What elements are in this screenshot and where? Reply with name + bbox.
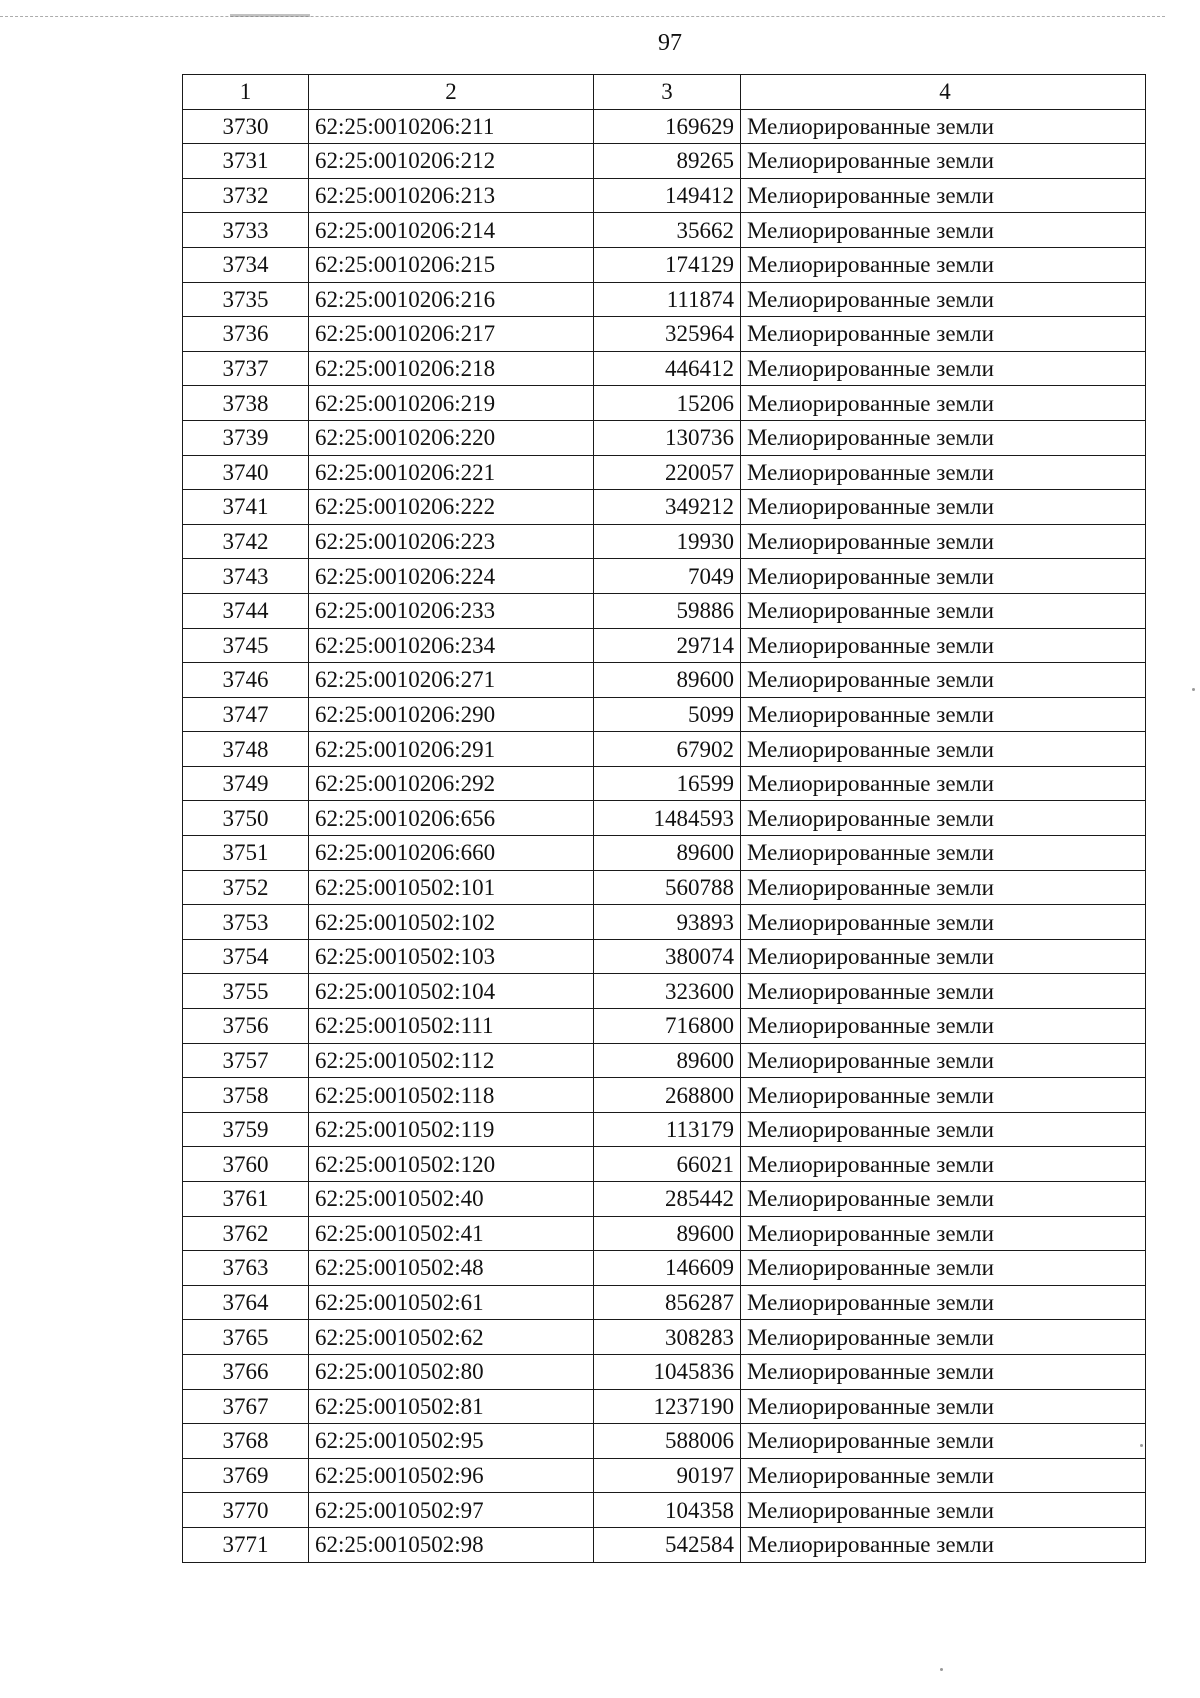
column-header-1: 1 xyxy=(183,75,309,110)
land-category-cell: Мелиорированные земли xyxy=(741,1458,1146,1493)
table-row xyxy=(183,1493,1146,1528)
land-category-cell: Мелиорированные земли xyxy=(741,490,1146,525)
land-category-cell: Мелиорированные земли xyxy=(741,905,1146,940)
row-number-cell: 3767 xyxy=(183,1389,309,1424)
land-category-cell: Мелиорированные земли xyxy=(741,1527,1146,1562)
row-number-cell: 3748 xyxy=(183,732,309,767)
area-cell: 323600 xyxy=(594,974,741,1009)
land-category-cell: Мелиорированные земли xyxy=(741,420,1146,455)
land-category-cell: Мелиорированные земли xyxy=(741,247,1146,282)
area-cell: 285442 xyxy=(594,1182,741,1217)
cadastral-number-cell: 62:25:0010502:112 xyxy=(309,1043,594,1078)
row-number-cell: 3757 xyxy=(183,1043,309,1078)
land-category-cell: Мелиорированные земли xyxy=(741,1320,1146,1355)
row-number-cell: 3731 xyxy=(183,144,309,179)
land-category-cell: Мелиорированные земли xyxy=(741,1043,1146,1078)
row-number-cell: 3749 xyxy=(183,766,309,801)
cadastral-number-cell: 62:25:0010206:212 xyxy=(309,144,594,179)
land-category-cell: Мелиорированные земли xyxy=(741,593,1146,628)
table-row xyxy=(183,801,1146,836)
row-number-cell: 3755 xyxy=(183,974,309,1009)
row-number-cell: 3758 xyxy=(183,1078,309,1113)
land-category-cell: Мелиорированные земли xyxy=(741,870,1146,905)
cadastral-number-cell: 62:25:0010206:220 xyxy=(309,420,594,455)
row-number-cell: 3737 xyxy=(183,351,309,386)
cadastral-number-cell: 62:25:0010502:97 xyxy=(309,1493,594,1528)
cadastral-number-cell: 62:25:0010502:48 xyxy=(309,1251,594,1286)
cadastral-number-cell: 62:25:0010206:291 xyxy=(309,732,594,767)
cadastral-number-cell: 62:25:0010206:215 xyxy=(309,247,594,282)
column-header-3: 3 xyxy=(594,75,741,110)
row-number-cell: 3770 xyxy=(183,1493,309,1528)
row-number-cell: 3738 xyxy=(183,386,309,421)
row-number-cell: 3742 xyxy=(183,524,309,559)
row-number-cell: 3768 xyxy=(183,1424,309,1459)
area-cell: 104358 xyxy=(594,1493,741,1528)
cadastral-number-cell: 62:25:0010206:223 xyxy=(309,524,594,559)
land-category-cell: Мелиорированные земли xyxy=(741,351,1146,386)
land-category-cell: Мелиорированные земли xyxy=(741,697,1146,732)
table-row xyxy=(183,1147,1146,1182)
cadastral-number-cell: 62:25:0010502:80 xyxy=(309,1354,594,1389)
area-cell: 446412 xyxy=(594,351,741,386)
header-row xyxy=(183,75,1146,110)
table-header xyxy=(183,75,1146,110)
cadastral-number-cell: 62:25:0010206:656 xyxy=(309,801,594,836)
row-number-cell: 3765 xyxy=(183,1320,309,1355)
land-category-cell: Мелиорированные земли xyxy=(741,974,1146,1009)
area-cell: 113179 xyxy=(594,1112,741,1147)
cadastral-number-cell: 62:25:0010206:234 xyxy=(309,628,594,663)
row-number-cell: 3746 xyxy=(183,663,309,698)
land-category-cell: Мелиорированные земли xyxy=(741,1493,1146,1528)
table-row xyxy=(183,1251,1146,1286)
land-category-cell: Мелиорированные земли xyxy=(741,144,1146,179)
area-cell: 93893 xyxy=(594,905,741,940)
cadastral-number-cell: 62:25:0010206:292 xyxy=(309,766,594,801)
land-category-cell: Мелиорированные земли xyxy=(741,801,1146,836)
area-cell: 89600 xyxy=(594,1043,741,1078)
cadastral-number-cell: 62:25:0010206:217 xyxy=(309,317,594,352)
area-cell: 380074 xyxy=(594,939,741,974)
land-category-cell: Мелиорированные земли xyxy=(741,1112,1146,1147)
table-row xyxy=(183,524,1146,559)
cadastral-number-cell: 62:25:0010502:81 xyxy=(309,1389,594,1424)
table-row xyxy=(183,1182,1146,1217)
area-cell: 588006 xyxy=(594,1424,741,1459)
land-register-table xyxy=(182,74,1146,1563)
area-cell: 1045836 xyxy=(594,1354,741,1389)
row-number-cell: 3745 xyxy=(183,628,309,663)
cadastral-number-cell: 62:25:0010206:221 xyxy=(309,455,594,490)
table-row xyxy=(183,870,1146,905)
column-header-2: 2 xyxy=(309,75,594,110)
table-row xyxy=(183,1389,1146,1424)
land-category-cell: Мелиорированные земли xyxy=(741,455,1146,490)
row-number-cell: 3760 xyxy=(183,1147,309,1182)
row-number-cell: 3739 xyxy=(183,420,309,455)
row-number-cell: 3753 xyxy=(183,905,309,940)
table-body xyxy=(183,109,1146,1562)
land-category-cell: Мелиорированные земли xyxy=(741,766,1146,801)
area-cell: 90197 xyxy=(594,1458,741,1493)
land-category-cell: Мелиорированные земли xyxy=(741,109,1146,144)
area-cell: 130736 xyxy=(594,420,741,455)
row-number-cell: 3752 xyxy=(183,870,309,905)
land-category-cell: Мелиорированные земли xyxy=(741,317,1146,352)
table-row xyxy=(183,317,1146,352)
land-category-cell: Мелиорированные земли xyxy=(741,732,1146,767)
land-category-cell: Мелиорированные земли xyxy=(741,1424,1146,1459)
land-category-cell: Мелиорированные земли xyxy=(741,1354,1146,1389)
cadastral-number-cell: 62:25:0010502:118 xyxy=(309,1078,594,1113)
area-cell: 308283 xyxy=(594,1320,741,1355)
scan-speck xyxy=(1140,1444,1143,1447)
cadastral-number-cell: 62:25:0010502:102 xyxy=(309,905,594,940)
cadastral-number-cell: 62:25:0010206:218 xyxy=(309,351,594,386)
cadastral-number-cell: 62:25:0010502:61 xyxy=(309,1285,594,1320)
area-cell: 146609 xyxy=(594,1251,741,1286)
area-cell: 856287 xyxy=(594,1285,741,1320)
area-cell: 174129 xyxy=(594,247,741,282)
area-cell: 59886 xyxy=(594,593,741,628)
row-number-cell: 3744 xyxy=(183,593,309,628)
cadastral-number-cell: 62:25:0010206:213 xyxy=(309,178,594,213)
land-category-cell: Мелиорированные земли xyxy=(741,178,1146,213)
table-row xyxy=(183,1285,1146,1320)
table-row xyxy=(183,766,1146,801)
table-row xyxy=(183,1527,1146,1562)
area-cell: 560788 xyxy=(594,870,741,905)
cadastral-number-cell: 62:25:0010502:103 xyxy=(309,939,594,974)
area-cell: 349212 xyxy=(594,490,741,525)
cadastral-number-cell: 62:25:0010502:111 xyxy=(309,1009,594,1044)
land-category-cell: Мелиорированные земли xyxy=(741,559,1146,594)
cadastral-number-cell: 62:25:0010206:290 xyxy=(309,697,594,732)
land-category-cell: Мелиорированные земли xyxy=(741,663,1146,698)
table-row xyxy=(183,247,1146,282)
table-row xyxy=(183,144,1146,179)
row-number-cell: 3740 xyxy=(183,455,309,490)
table-row xyxy=(183,905,1146,940)
table-row xyxy=(183,1354,1146,1389)
area-cell: 716800 xyxy=(594,1009,741,1044)
area-cell: 268800 xyxy=(594,1078,741,1113)
cadastral-number-cell: 62:25:0010206:222 xyxy=(309,490,594,525)
land-category-cell: Мелиорированные земли xyxy=(741,1389,1146,1424)
column-header-4: 4 xyxy=(741,75,1146,110)
area-cell: 5099 xyxy=(594,697,741,732)
cadastral-number-cell: 62:25:0010206:219 xyxy=(309,386,594,421)
cadastral-number-cell: 62:25:0010502:40 xyxy=(309,1182,594,1217)
area-cell: 325964 xyxy=(594,317,741,352)
row-number-cell: 3771 xyxy=(183,1527,309,1562)
row-number-cell: 3759 xyxy=(183,1112,309,1147)
table-row xyxy=(183,386,1146,421)
row-number-cell: 3763 xyxy=(183,1251,309,1286)
cadastral-number-cell: 62:25:0010502:98 xyxy=(309,1527,594,1562)
table-row xyxy=(183,1320,1146,1355)
table-row xyxy=(183,109,1146,144)
page-number: 97 xyxy=(658,30,682,56)
table-row xyxy=(183,1458,1146,1493)
cadastral-number-cell: 62:25:0010206:224 xyxy=(309,559,594,594)
row-number-cell: 3743 xyxy=(183,559,309,594)
row-number-cell: 3766 xyxy=(183,1354,309,1389)
cadastral-number-cell: 62:25:0010206:233 xyxy=(309,593,594,628)
cadastral-number-cell: 62:25:0010502:104 xyxy=(309,974,594,1009)
cadastral-number-cell: 62:25:0010206:660 xyxy=(309,836,594,871)
land-category-cell: Мелиорированные земли xyxy=(741,282,1146,317)
cadastral-number-cell: 62:25:0010206:216 xyxy=(309,282,594,317)
row-number-cell: 3747 xyxy=(183,697,309,732)
area-cell: 66021 xyxy=(594,1147,741,1182)
cadastral-number-cell: 62:25:0010502:101 xyxy=(309,870,594,905)
area-cell: 542584 xyxy=(594,1527,741,1562)
table-row xyxy=(183,282,1146,317)
table-row xyxy=(183,455,1146,490)
table-row xyxy=(183,593,1146,628)
table-row xyxy=(183,732,1146,767)
area-cell: 7049 xyxy=(594,559,741,594)
area-cell: 1237190 xyxy=(594,1389,741,1424)
cadastral-number-cell: 62:25:0010502:62 xyxy=(309,1320,594,1355)
cadastral-number-cell: 62:25:0010502:95 xyxy=(309,1424,594,1459)
land-category-cell: Мелиорированные земли xyxy=(741,1251,1146,1286)
row-number-cell: 3750 xyxy=(183,801,309,836)
row-number-cell: 3735 xyxy=(183,282,309,317)
table-row xyxy=(183,1043,1146,1078)
land-category-cell: Мелиорированные земли xyxy=(741,836,1146,871)
area-cell: 89600 xyxy=(594,836,741,871)
area-cell: 89600 xyxy=(594,1216,741,1251)
cadastral-number-cell: 62:25:0010502:120 xyxy=(309,1147,594,1182)
row-number-cell: 3764 xyxy=(183,1285,309,1320)
land-category-cell: Мелиорированные земли xyxy=(741,1285,1146,1320)
row-number-cell: 3761 xyxy=(183,1182,309,1217)
area-cell: 67902 xyxy=(594,732,741,767)
area-cell: 29714 xyxy=(594,628,741,663)
land-category-cell: Мелиорированные земли xyxy=(741,213,1146,248)
area-cell: 89265 xyxy=(594,144,741,179)
table-row xyxy=(183,1424,1146,1459)
table-row xyxy=(183,351,1146,386)
area-cell: 111874 xyxy=(594,282,741,317)
scan-artifact-smudge xyxy=(230,14,310,17)
land-category-cell: Мелиорированные земли xyxy=(741,524,1146,559)
area-cell: 35662 xyxy=(594,213,741,248)
row-number-cell: 3730 xyxy=(183,109,309,144)
table-row xyxy=(183,1216,1146,1251)
table-row xyxy=(183,1112,1146,1147)
area-cell: 220057 xyxy=(594,455,741,490)
cadastral-number-cell: 62:25:0010206:271 xyxy=(309,663,594,698)
table-row xyxy=(183,213,1146,248)
table-row xyxy=(183,836,1146,871)
row-number-cell: 3751 xyxy=(183,836,309,871)
table-row xyxy=(183,1009,1146,1044)
scan-speck xyxy=(1192,688,1195,691)
land-category-cell: Мелиорированные земли xyxy=(741,628,1146,663)
table-row xyxy=(183,628,1146,663)
row-number-cell: 3762 xyxy=(183,1216,309,1251)
cadastral-number-cell: 62:25:0010502:119 xyxy=(309,1112,594,1147)
area-cell: 19930 xyxy=(594,524,741,559)
table-row xyxy=(183,1078,1146,1113)
area-cell: 1484593 xyxy=(594,801,741,836)
table-row xyxy=(183,490,1146,525)
row-number-cell: 3734 xyxy=(183,247,309,282)
table-row xyxy=(183,178,1146,213)
land-category-cell: Мелиорированные земли xyxy=(741,386,1146,421)
table-row xyxy=(183,697,1146,732)
row-number-cell: 3756 xyxy=(183,1009,309,1044)
cadastral-number-cell: 62:25:0010502:41 xyxy=(309,1216,594,1251)
scan-speck xyxy=(940,1668,943,1671)
row-number-cell: 3732 xyxy=(183,178,309,213)
row-number-cell: 3733 xyxy=(183,213,309,248)
area-cell: 89600 xyxy=(594,663,741,698)
area-cell: 15206 xyxy=(594,386,741,421)
row-number-cell: 3769 xyxy=(183,1458,309,1493)
scan-artifact-line xyxy=(0,16,1165,17)
area-cell: 16599 xyxy=(594,766,741,801)
row-number-cell: 3754 xyxy=(183,939,309,974)
land-category-cell: Мелиорированные земли xyxy=(741,1216,1146,1251)
table-row xyxy=(183,663,1146,698)
land-category-cell: Мелиорированные земли xyxy=(741,939,1146,974)
table-row xyxy=(183,559,1146,594)
row-number-cell: 3741 xyxy=(183,490,309,525)
table-row xyxy=(183,974,1146,1009)
land-category-cell: Мелиорированные земли xyxy=(741,1009,1146,1044)
cadastral-number-cell: 62:25:0010206:214 xyxy=(309,213,594,248)
row-number-cell: 3736 xyxy=(183,317,309,352)
cadastral-number-cell: 62:25:0010502:96 xyxy=(309,1458,594,1493)
land-category-cell: Мелиорированные земли xyxy=(741,1147,1146,1182)
cadastral-number-cell: 62:25:0010206:211 xyxy=(309,109,594,144)
land-category-cell: Мелиорированные земли xyxy=(741,1078,1146,1113)
area-cell: 169629 xyxy=(594,109,741,144)
table-row xyxy=(183,420,1146,455)
table-row xyxy=(183,939,1146,974)
area-cell: 149412 xyxy=(594,178,741,213)
land-category-cell: Мелиорированные земли xyxy=(741,1182,1146,1217)
